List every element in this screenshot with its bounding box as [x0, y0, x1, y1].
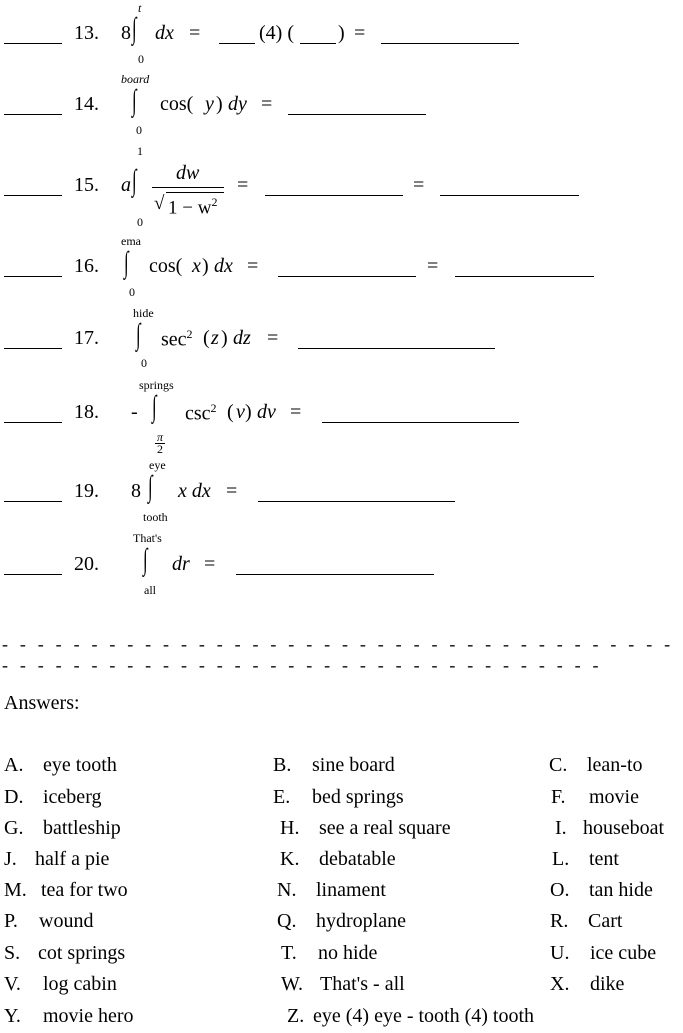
denominator-exponent: 2 — [211, 195, 218, 209]
expression: (4) ( — [259, 22, 294, 44]
answer-letter: B. — [273, 754, 292, 776]
radical-bar — [166, 192, 224, 193]
answer-letter: N. — [277, 879, 297, 901]
answer-text: linament — [316, 879, 386, 901]
dashed-divider: - - - - - - - - - - - - - - - - - - - - - - - - - - - - - - - - - - - - - - - - - - - - - - - - - - - - - - - - - - - - - - - - - - - - - - - - — [2, 634, 674, 675]
radical-sign: √ — [154, 193, 165, 214]
lower-limit-numerator: π — [157, 430, 164, 444]
answer-blank[interactable] — [265, 195, 403, 196]
answer-letter: D. — [4, 786, 24, 808]
coefficient: 8 — [131, 480, 141, 502]
answer-letter: M. — [4, 879, 27, 901]
argument-close: ) — [221, 327, 228, 349]
answer-letter: S. — [4, 942, 21, 964]
equals-sign: = — [427, 255, 439, 277]
answer-letter: X. — [550, 973, 570, 995]
answer-letter: O. — [550, 879, 570, 901]
answer-blank[interactable] — [4, 501, 62, 502]
answer-letter: T. — [281, 942, 297, 964]
differential: dx — [214, 255, 233, 277]
answer-blank[interactable] — [4, 348, 62, 349]
coefficient: 8 — [121, 22, 131, 44]
answer-text: tea for two — [41, 879, 128, 901]
answer-letter: U. — [550, 942, 570, 964]
equals-sign: = — [237, 174, 249, 196]
upper-limit: springs — [139, 378, 174, 392]
answer-letter: I. — [555, 817, 567, 839]
answer-letter: V. — [4, 973, 21, 995]
equals-sign: = — [247, 255, 259, 277]
answer-text: hydroplane — [316, 910, 406, 932]
integral-sign: ∫ — [143, 543, 148, 576]
differential: dy — [228, 93, 247, 115]
answer-letter: G. — [4, 817, 24, 839]
problem-number: 18. — [74, 401, 99, 423]
problem-number: 19. — [74, 480, 99, 502]
equals-sign: = — [354, 22, 366, 44]
problem-number: 20. — [74, 553, 99, 575]
integrand: dx — [155, 22, 174, 44]
answer-text: bed springs — [312, 786, 404, 808]
answer-blank[interactable] — [4, 422, 62, 423]
lower-limit: 0 — [129, 285, 135, 299]
integral-sign: ∫ — [152, 390, 157, 423]
equals-sign: = — [189, 22, 201, 44]
fraction-bar — [152, 187, 224, 188]
argument-close: ) — [245, 401, 252, 423]
answer-blank[interactable] — [4, 43, 62, 44]
answer-blank[interactable] — [258, 501, 455, 502]
expression-close: ) — [338, 22, 345, 44]
integral-sign: ∫ — [132, 12, 137, 45]
problem-number: 13. — [74, 22, 99, 44]
function-exponent: 2 — [186, 327, 193, 341]
answer-blank[interactable] — [455, 276, 594, 277]
upper-limit: eye — [149, 458, 166, 472]
differential: dv — [257, 401, 276, 423]
function-exponent: 2 — [210, 401, 217, 415]
integrand-variable: x — [192, 255, 201, 277]
answer-letter: K. — [280, 848, 300, 870]
answer-text: log cabin — [43, 973, 117, 995]
answer-blank[interactable] — [298, 348, 495, 349]
lower-limit-denominator: 2 — [157, 442, 163, 456]
answer-text: debatable — [319, 848, 396, 870]
answer-blank[interactable] — [381, 43, 519, 44]
equals-sign: = — [290, 401, 302, 423]
denominator-text: 1 − w — [168, 197, 212, 219]
integrand-variable: z — [211, 327, 219, 349]
integrand-close: ) — [202, 255, 209, 277]
lower-limit: 0 — [141, 356, 147, 370]
integrand-function: cos( — [149, 255, 183, 277]
integrand-function — [185, 401, 217, 426]
integral-sign: ∫ — [132, 164, 137, 197]
coefficient: a — [121, 174, 131, 196]
function-name: sec — [161, 328, 187, 351]
integral-sign: ∫ — [132, 84, 137, 117]
answer-text: sine board — [312, 754, 395, 776]
answer-letter: E. — [273, 786, 291, 808]
upper-limit: board — [121, 72, 150, 86]
answer-text: tent — [589, 848, 619, 870]
answer-text: no hide — [318, 942, 378, 964]
answer-text: ice cube — [590, 942, 657, 964]
answer-blank[interactable] — [4, 574, 62, 575]
negative-sign: - — [131, 401, 138, 423]
numerator: dw — [176, 162, 200, 184]
equals-sign: = — [413, 174, 425, 196]
answer-letter: J. — [4, 848, 17, 870]
lower-limit: tooth — [143, 510, 168, 524]
answer-text: half a pie — [35, 848, 110, 870]
argument-open: ( — [203, 327, 210, 349]
problem-number: 16. — [74, 255, 99, 277]
integral-sign: ∫ — [136, 318, 141, 351]
integrand-function: cos( — [160, 93, 194, 115]
answer-text: dike — [590, 973, 625, 995]
answer-letter: P. — [4, 910, 18, 932]
answer-blank[interactable] — [440, 195, 579, 196]
answer-letter: Q. — [277, 910, 297, 932]
integrand-variable: v — [236, 401, 245, 423]
answer-blank[interactable] — [236, 574, 434, 575]
integrand: x dx — [178, 480, 211, 502]
answer-blank[interactable] — [4, 276, 62, 277]
answer-text: cot springs — [38, 942, 126, 964]
problem-number: 14. — [74, 93, 99, 115]
answer-letter: L. — [552, 848, 570, 870]
answer-letter: R. — [550, 910, 569, 932]
integrand-variable: y — [205, 93, 214, 115]
equals-sign: = — [226, 480, 238, 502]
argument-open: ( — [227, 401, 234, 423]
equals-sign: = — [204, 553, 216, 575]
answer-letter: H. — [280, 817, 300, 839]
lower-limit: 0 — [136, 123, 142, 137]
answer-blank[interactable] — [322, 422, 519, 423]
answer-text: That's - all — [320, 973, 405, 995]
integral-sign: ∫ — [148, 470, 153, 503]
answer-blank[interactable] — [4, 114, 62, 115]
answer-blank[interactable] — [219, 43, 255, 44]
problem-number: 17. — [74, 327, 99, 349]
answer-text: houseboat — [583, 817, 665, 839]
lower-limit: 0 — [138, 52, 144, 66]
answer-text: movie hero — [43, 1005, 134, 1027]
lower-limit: all — [144, 583, 156, 597]
integrand-function — [161, 327, 193, 352]
integrand: dr — [172, 553, 190, 575]
answer-text: eye (4) eye - tooth (4) tooth — [313, 1005, 535, 1027]
answer-text: lean-to — [587, 754, 643, 776]
answer-letter: Y. — [4, 1005, 21, 1027]
answer-letter: F. — [551, 786, 566, 808]
problem-number: 15. — [74, 174, 99, 196]
differential: dz — [233, 327, 251, 349]
answer-letter: A. — [4, 754, 24, 776]
upper-limit: t — [138, 1, 142, 15]
answer-text: Cart — [588, 910, 623, 932]
answer-text: wound — [39, 910, 94, 932]
answer-text: movie — [589, 786, 639, 808]
answers-heading: Answers: — [4, 692, 80, 714]
equals-sign: = — [267, 327, 279, 349]
denominator — [168, 195, 217, 219]
answer-blank[interactable] — [288, 114, 426, 115]
answer-text: see a real square — [319, 817, 451, 839]
answer-blank[interactable] — [278, 276, 416, 277]
answer-text: eye tooth — [43, 754, 117, 776]
upper-limit: hide — [133, 306, 154, 320]
function-name: csc — [185, 402, 211, 425]
answer-text: iceberg — [43, 786, 102, 808]
upper-limit: 1 — [137, 144, 143, 158]
answer-blank[interactable] — [300, 43, 336, 44]
integrand-close: ) — [216, 93, 223, 115]
answer-text: tan hide — [589, 879, 653, 901]
answer-blank[interactable] — [4, 195, 62, 196]
lower-limit: 0 — [137, 215, 143, 229]
answer-letter: C. — [549, 754, 568, 776]
answer-text: battleship — [43, 817, 121, 839]
upper-limit: ema — [121, 234, 141, 248]
answer-letter: Z. — [287, 1005, 305, 1027]
integral-sign: ∫ — [124, 246, 129, 279]
answer-letter: W. — [281, 973, 304, 995]
equals-sign: = — [261, 93, 273, 115]
upper-limit: That's — [133, 531, 162, 545]
